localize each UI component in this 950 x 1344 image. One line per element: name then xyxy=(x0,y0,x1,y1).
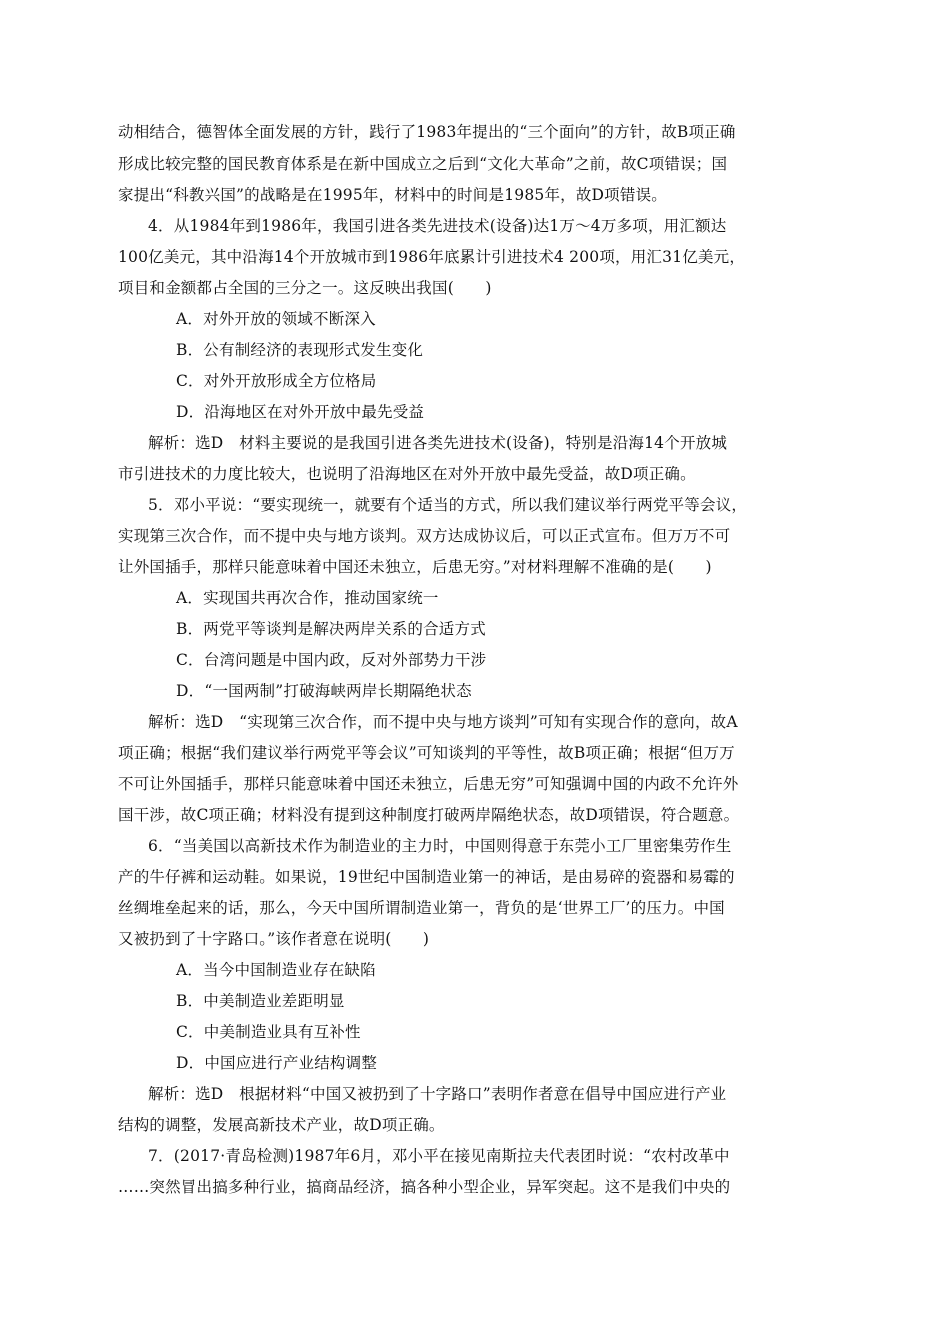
text-line: 让外国插手，那样只能意味着中国还未独立，后患无穷。”对材料理解不准确的是( ) xyxy=(118,558,712,576)
question-6-option-b: B．中美制造业差距明显 xyxy=(176,992,345,1010)
text-line: 家提出“科教兴国”的战略是在1995年，材料中的时间是1985年，故D项错误。 xyxy=(118,186,667,204)
question-5-option-d: D．“一国两制”打破海峡两岸长期隔绝状态 xyxy=(176,682,472,700)
text-line: ……突然冒出搞多种行业，搞商品经济，搞各种小型企业，异军突起。这不是我们中央的 xyxy=(118,1178,731,1196)
question-6-option-a: A．当今中国制造业存在缺陷 xyxy=(176,961,376,979)
question-4-option-b: B．公有制经济的表现形式发生变化 xyxy=(176,341,424,359)
text-line: 市引进技术的力度比较大，也说明了沿海地区在对外开放中最先受益，故D项正确。 xyxy=(118,465,696,483)
question-5-option-c: C．台湾问题是中国内政，反对外部势力干涉 xyxy=(176,651,487,669)
text-line: 又被扔到了十字路口。”该作者意在说明( ) xyxy=(118,930,430,948)
question-4-stem: 4．从1984年到1986年，我国引进各类先进技术(设备)达1万～4万多项，用汇额达 xyxy=(148,217,727,235)
text-line: 结构的调整，发展高新技术产业，故D项正确。 xyxy=(118,1116,445,1134)
text-line: 实现第三次合作，而不提中央与地方谈判。双方达成协议后，可以正式宣布。但万万不可 xyxy=(118,527,731,545)
question-6-stem: 6．“当美国以高新技术作为制造业的主力时，中国则得意于东莞小工厂里密集劳作生 xyxy=(148,837,732,855)
text-line: 产的牛仔裤和运动鞋。如果说，19世纪中国制造业第一的神话，是由易碎的瓷器和易霉的 xyxy=(118,868,735,886)
text-line: 形成比较完整的国民教育体系是在新中国成立之后到“文化大革命”之前，故C项错误；国 xyxy=(118,155,728,173)
question-5-option-a: A．实现国共再次合作，推动国家统一 xyxy=(176,589,439,607)
text-line: 国干涉，故C项正确；材料没有提到这种制度打破两岸隔绝状态，故D项错误，符合题意。 xyxy=(118,806,740,824)
question-6-option-d: D．中国应进行产业结构调整 xyxy=(176,1054,378,1072)
question-6-option-c: C．中美制造业具有互补性 xyxy=(176,1023,361,1041)
question-7-stem: 7．(2017·青岛检测)1987年6月，邓小平在接见南斯拉夫代表团时说：“农村改革中 xyxy=(148,1147,730,1165)
text-line: 不可让外国插手，那样只能意味着中国还未独立，后患无穷”可知强调中国的内政不允许外 xyxy=(118,775,739,793)
question-4-option-d: D．沿海地区在对外开放中最先受益 xyxy=(176,403,425,421)
question-4-option-a: A．对外开放的领域不断深入 xyxy=(176,310,376,328)
question-6-explanation: 解析：选D 根据材料“中国又被扔到了十字路口”表明作者意在倡导中国应进行产业 xyxy=(148,1085,727,1103)
question-5-option-b: B．两党平等谈判是解决两岸关系的合适方式 xyxy=(176,620,486,638)
text-line: 动相结合，德智体全面发展的方针，践行了1983年提出的“三个面向”的方针，故B项正确 xyxy=(118,123,736,141)
question-5-explanation: 解析：选D “实现第三次合作，而不提中央与地方谈判”可知有实现合作的意向，故A xyxy=(148,713,738,731)
question-4-option-c: C．对外开放形成全方位格局 xyxy=(176,372,377,390)
text-line: 项正确；根据“我们建议举行两党平等会议”可知谈判的平等性，故B项正确；根据“但万万 xyxy=(118,744,735,762)
question-5-stem: 5．邓小平说：“要实现统一，就要有个适当的方式，所以我们建议举行两党平等会议， xyxy=(148,496,748,514)
question-4-explanation: 解析：选D 材料主要说的是我国引进各类先进技术(设备)，特别是沿海14个开放城 xyxy=(148,434,728,452)
text-line: 100亿美元，其中沿海14个开放城市到1986年底累计引进技术4 200项，用汇31亿美元， xyxy=(118,248,746,266)
text-line: 丝绸堆垒起来的话，那么，今天中国所谓制造业第一，背负的是‘世界工厂’的压力。中国 xyxy=(118,899,725,917)
text-line: 项目和金额都占全国的三分之一。这反映出我国( ) xyxy=(118,279,492,297)
